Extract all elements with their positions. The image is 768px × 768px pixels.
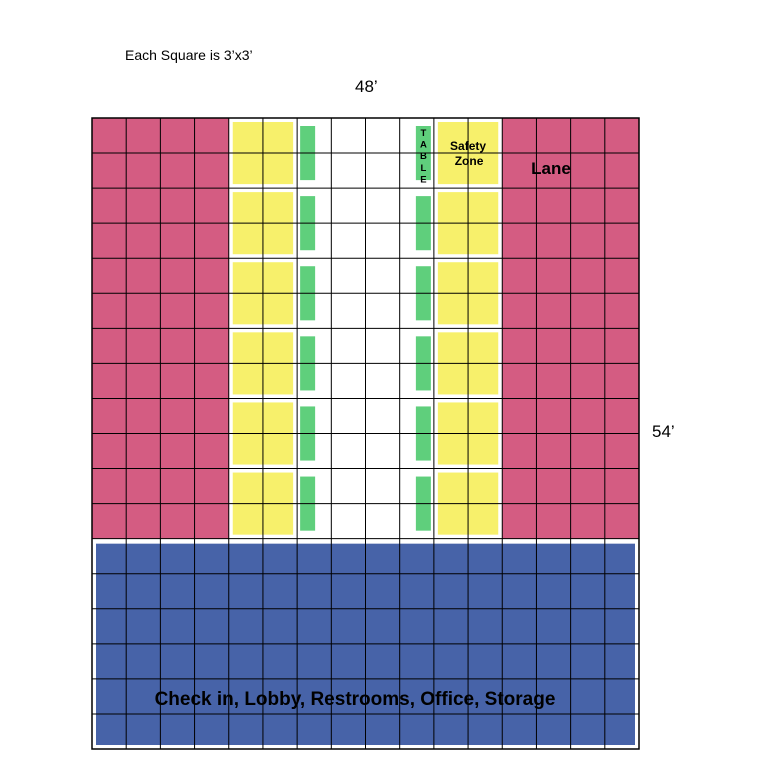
table-label-letter: A <box>419 139 427 151</box>
width-dimension: 48’ <box>355 77 378 96</box>
table-label-letter: T <box>420 128 427 139</box>
scale-note: Each Square is 3’x3’ <box>125 47 253 63</box>
table-label-letter: E <box>420 174 427 186</box>
lane-label: Lane <box>531 159 571 178</box>
safety-zone-label-line1: Safety <box>450 139 487 153</box>
safety-zone-label-line2: Zone <box>454 154 484 168</box>
table-label-letter: L <box>420 162 427 174</box>
height-dimension: 54’ <box>652 422 675 441</box>
table-label-letter: B <box>419 151 427 163</box>
lobby-label: Check in, Lobby, Restrooms, Office, Storage <box>154 689 556 710</box>
